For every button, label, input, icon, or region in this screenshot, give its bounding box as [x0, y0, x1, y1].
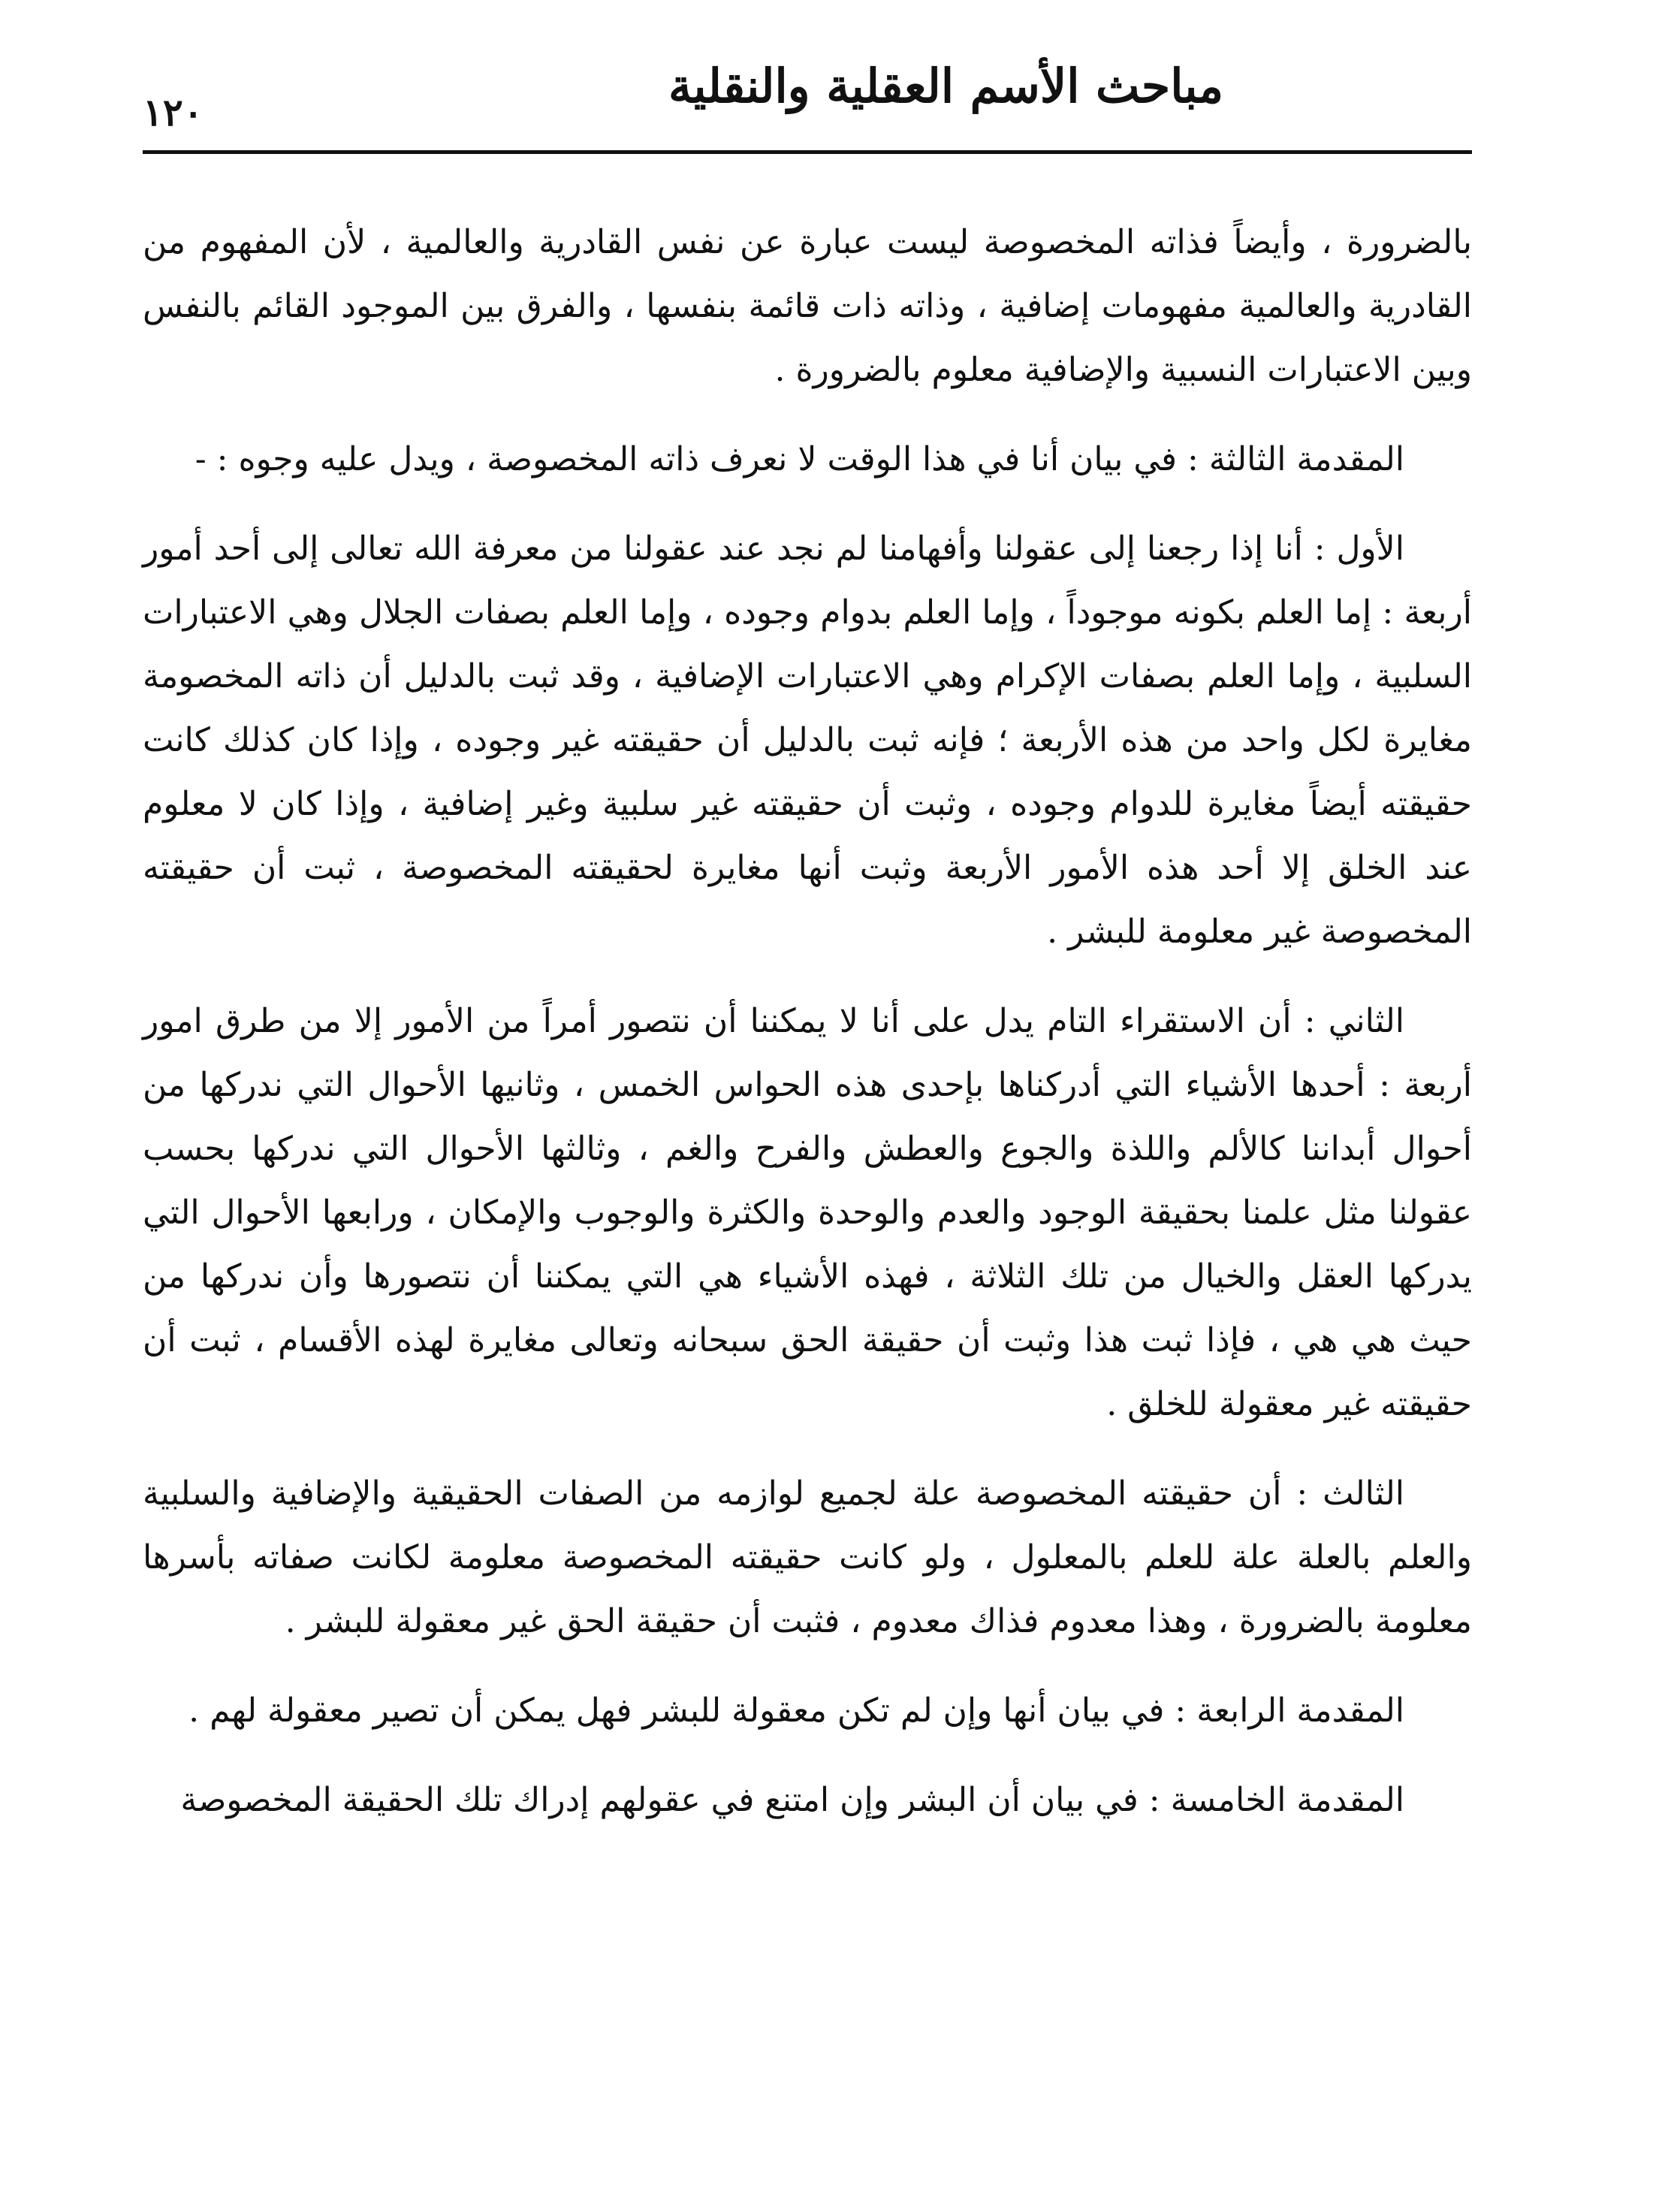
paragraph-1: بالضرورة ، وأيضاً فذاته المخصوصة ليست عبارة عن نفس القادرية والعالمية ، لأن المفهوم من القادرية والعالمية مفهومات إضافية ، وذاته ذات قائمة بنفسها ، والفرق بين الموجود القائم بالنفس وبين الاعتبارات النسبية والإضافية معلوم بالضرورة . [143, 223, 1472, 389]
running-title: مباحث الأسم العقلية والنقلية [668, 59, 1224, 113]
body-text [143, 210, 1472, 1857]
paragraph-6: المقدمة الرابعة : في بيان أنها وإن لم تكن معقولة للبشر فهل يمكن أن تصير معقولة لهم . [189, 1691, 1404, 1730]
page-number: ١٢٠ [143, 90, 204, 134]
paragraph-4: الثاني : أن الاستقراء التام يدل على أنا لا يمكننا أن نتصور أمراً من الأمور إلا من طرق امور أربعة : أحدها الأشياء التي أدركناها بإحدى هذه الحواس الخمس ، وثانيها الأحوال التي ندركها من أحوال أبداننا كالألم واللذة والجوع والعطش والفرح والغم ، وثالثها الأحوال التي ندركها بحسب عقولنا مثل علمنا بحقيقة الوجود والعدم والوحدة والكثرة والوجوب والإمكان ، ورابعها الأحوال التي يدركها العقل والخيال من تلك الثلاثة ، فهذه الأشياء هي التي يمكننا أن نتصورها وأن ندركها من حيث هي هي ، فإذا ثبت هذا وثبت أن حقيقة الحق سبحانه وتعالى مغايرة لهذه الأقسام ، ثبت أن حقيقته غير معقولة للخلق . [143, 1002, 1472, 1423]
paragraph-7: المقدمة الخامسة : في بيان أن البشر وإن امتنع في عقولهم إدراك تلك الحقيقة المخصوصة [180, 1781, 1404, 1819]
page-header [143, 59, 1472, 149]
paragraph-2: المقدمة الثالثة : في بيان أنا في هذا الوقت لا نعرف ذاته المخصوصة ، ويدل عليه وجوه : - [195, 440, 1404, 478]
paragraph-3: الأول : أنا إذا رجعنا إلى عقولنا وأفهامنا لم نجد عند عقولنا من معرفة الله تعالى إلى أحد أمور أربعة : إما العلم بكونه موجوداً ، وإما العلم بدوام وجوده ، وإما العلم بصفات الجلال وهي الاعتبارات السلبية ، وإما العلم بصفات الإكرام وهي الاعتبارات الإضافية ، وقد ثبت بالدليل أن ذاته المخصومة مغايرة لكل واحد من هذه الأربعة ؛ فإنه ثبت بالدليل أن حقيقته غير وجوده ، وإذا كان كذلك كانت حقيقته أيضاً مغايرة للدوام وجوده ، وثبت أن حقيقته غير سلبية وغير إضافية ، وإذا كان لا معلوم عند الخلق إلا أحد هذه الأمور الأربعة وثبت أنها مغايرة لحقيقته المخصوصة ، ثبت أن حقيقته المخصوصة غير معلومة للبشر . [143, 530, 1472, 951]
header-rule [143, 150, 1472, 154]
paragraph-5: الثالث : أن حقيقته المخصوصة علة لجميع لوازمه من الصفات الحقيقية والإضافية والسلبية والعلم بالعلة علة للعلم بالمعلول ، ولو كانت حقيقته المخصوصة معلومة لكانت صفاته بأسرها معلومة بالضرورة ، وهذا معدوم فذاك معدوم ، فثبت أن حقيقة الحق غير معقولة للبشر . [143, 1474, 1472, 1640]
